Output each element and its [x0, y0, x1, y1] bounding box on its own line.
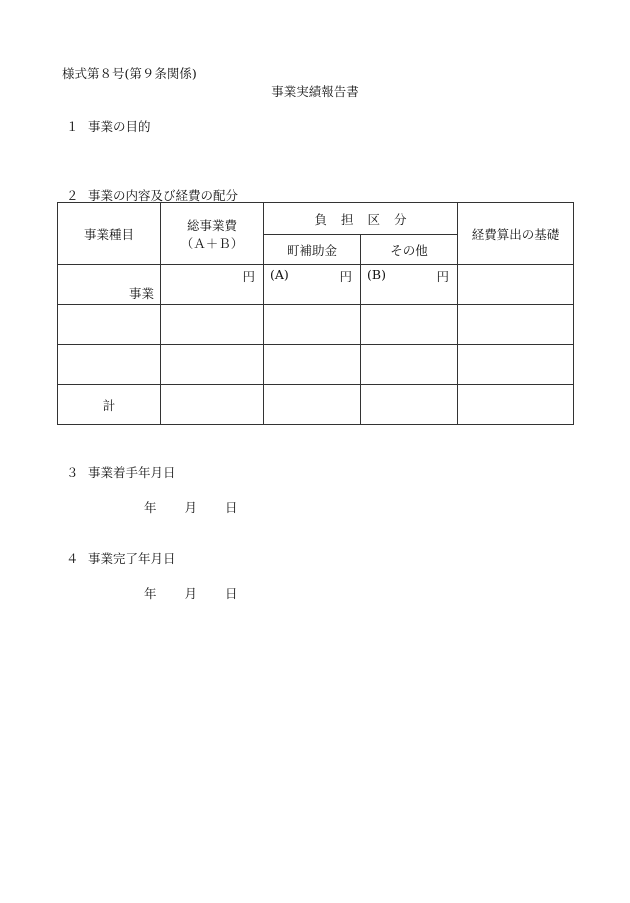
cost-basis-cell[interactable] — [458, 345, 574, 385]
document-title — [0, 82, 630, 100]
prefix-b: (B) — [367, 267, 386, 282]
other-cell[interactable] — [361, 265, 458, 305]
town-subsidy-cell[interactable] — [264, 345, 361, 385]
section-2-number: ２ — [66, 188, 79, 203]
section-4-title: 事業完了年月日 — [88, 551, 176, 566]
month-label: 月 — [184, 586, 198, 601]
header-total-cost-line2: （Ａ＋Ｂ） — [180, 235, 244, 251]
table-row — [58, 345, 574, 385]
total-cost-cell[interactable] — [161, 345, 264, 385]
header-town-subsidy: 町補助金 — [264, 235, 361, 265]
section-1-number: １ — [66, 119, 79, 134]
section-2-title: 事業の内容及び経費の配分 — [88, 188, 239, 203]
section-1-title: 事業の目的 — [88, 119, 151, 134]
cost-basis-cell[interactable] — [458, 265, 574, 305]
town-subsidy-cell[interactable] — [264, 265, 361, 305]
other-cell[interactable] — [361, 305, 458, 345]
year-label: 年 — [144, 500, 157, 515]
expense-table — [57, 202, 574, 425]
row-business-label — [58, 265, 161, 305]
header-burden-division — [264, 203, 458, 235]
header-total-cost — [161, 203, 264, 265]
header-burden-division-text: 負担区分 — [314, 211, 421, 227]
form-number: 様式第８号(第９条関係) — [62, 66, 197, 81]
table-row — [58, 265, 574, 305]
header-other: その他 — [361, 235, 458, 265]
town-subsidy-cell[interactable] — [264, 305, 361, 345]
table-row — [58, 305, 574, 345]
header-cost-basis: 経費算出の基礎 — [458, 203, 574, 265]
completion-date-line — [144, 584, 238, 602]
section-3-heading — [66, 463, 176, 481]
header-business-type: 事業種目 — [58, 203, 161, 265]
other-cell[interactable] — [361, 345, 458, 385]
section-4-heading — [66, 549, 176, 567]
total-label: 計 — [58, 385, 161, 425]
header-total-cost-line1: 総事業費 — [186, 217, 237, 233]
cost-basis-cell[interactable] — [458, 385, 574, 425]
table-total-row — [58, 385, 574, 425]
prefix-a: (A) — [270, 267, 289, 282]
town-subsidy-cell[interactable] — [264, 385, 361, 425]
yen-unit: 円 — [436, 269, 450, 284]
row-business-label-text: 事業 — [128, 286, 154, 301]
start-date-line — [144, 498, 238, 516]
business-type-cell[interactable] — [58, 345, 161, 385]
month-label: 月 — [184, 500, 198, 515]
section-4-number: ４ — [66, 551, 79, 566]
yen-unit: 円 — [242, 269, 255, 284]
cost-basis-cell[interactable] — [458, 305, 574, 345]
business-type-cell[interactable] — [58, 305, 161, 345]
year-label: 年 — [144, 586, 157, 601]
total-cost-cell[interactable] — [161, 385, 264, 425]
total-cost-cell[interactable] — [161, 305, 264, 345]
day-label: 日 — [225, 586, 238, 601]
yen-unit: 円 — [339, 269, 352, 284]
total-cost-cell[interactable] — [161, 265, 264, 305]
section-1-heading — [66, 117, 151, 135]
section-3-number: ３ — [66, 465, 79, 480]
other-cell[interactable] — [361, 385, 458, 425]
section-3-title: 事業着手年月日 — [88, 465, 176, 480]
table-header-row-1 — [58, 203, 574, 235]
document-title-text: 事業実績報告書 — [271, 84, 359, 99]
day-label: 日 — [225, 500, 238, 515]
